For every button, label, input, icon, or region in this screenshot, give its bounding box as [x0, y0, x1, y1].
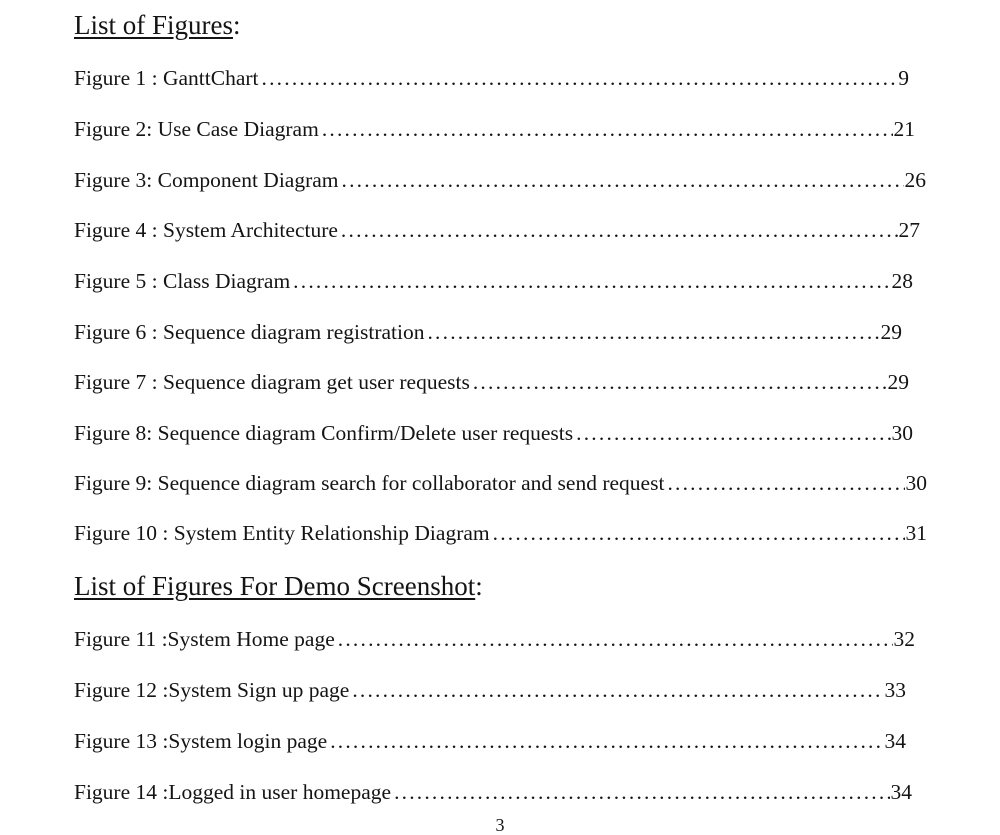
figure-page: 33 [884, 678, 906, 702]
dot-leader [427, 319, 879, 345]
figure-entry-6[interactable] [74, 319, 902, 345]
figure-label: Figure 4 : System Architecture [74, 218, 338, 242]
figure-entry-3[interactable] [74, 167, 926, 193]
figure-page: 27 [898, 218, 920, 242]
figure-entry-5[interactable] [74, 268, 913, 294]
list-of-figures-demo-heading [74, 573, 483, 600]
dot-leader [394, 779, 889, 805]
figure-entry-13[interactable] [74, 728, 906, 754]
figure-label: Figure 11 :System Home page [74, 627, 335, 651]
figure-entry-9[interactable] [74, 470, 927, 496]
figure-page: 34 [890, 780, 912, 804]
heading-title: List of Figures [74, 10, 233, 40]
figure-entry-12[interactable] [74, 677, 906, 703]
dot-leader [330, 728, 883, 754]
figure-entry-14[interactable] [74, 779, 912, 805]
dot-leader [473, 369, 887, 395]
figure-label: Figure 9: Sequence diagram search for collaborator and send request [74, 471, 665, 495]
figure-entry-10[interactable] [74, 520, 927, 546]
dot-leader [338, 626, 893, 652]
figure-page: 31 [905, 521, 927, 545]
dot-leader [667, 470, 904, 496]
dot-leader [352, 677, 883, 703]
dot-leader [341, 217, 898, 243]
figure-entry-7[interactable] [74, 369, 909, 395]
figure-page: 21 [893, 117, 915, 141]
figure-label: Figure 5 : Class Diagram [74, 269, 291, 293]
figure-page: 29 [887, 370, 909, 394]
figure-entry-11[interactable] [74, 626, 915, 652]
figure-page: 30 [891, 421, 913, 445]
figure-entry-1[interactable] [74, 65, 909, 91]
dot-leader [576, 420, 890, 446]
figure-label: Figure 7 : Sequence diagram get user requests [74, 370, 470, 394]
dot-leader [493, 520, 905, 546]
figure-label: Figure 6 : Sequence diagram registration [74, 320, 425, 344]
dot-leader [322, 116, 893, 142]
figure-label: Figure 2: Use Case Diagram [74, 117, 319, 141]
figure-label: Figure 12 :System Sign up page [74, 678, 350, 702]
figure-entry-8[interactable] [74, 420, 913, 446]
figure-page: 34 [884, 729, 906, 753]
heading-suffix: : [475, 571, 483, 601]
figure-page: 9 [898, 66, 909, 90]
list-of-figures-heading [74, 12, 241, 39]
figure-entry-4[interactable] [74, 217, 920, 243]
figure-page: 30 [905, 471, 927, 495]
figure-label: Figure 10 : System Entity Relationship Diagram [74, 521, 490, 545]
heading-suffix: : [233, 10, 241, 40]
figure-label: Figure 8: Sequence diagram Confirm/Delete user requests [74, 421, 574, 445]
figure-entry-2[interactable] [74, 116, 915, 142]
figure-label: Figure 1 : GanttChart [74, 66, 259, 90]
figure-label: Figure 14 :Logged in user homepage [74, 780, 392, 804]
dot-leader [342, 167, 904, 193]
dot-leader [262, 65, 898, 91]
page-number: 3 [495, 815, 505, 835]
dot-leader [293, 268, 890, 294]
figure-label: Figure 3: Component Diagram [74, 168, 339, 192]
figure-page: 29 [880, 320, 902, 344]
figure-label: Figure 13 :System login page [74, 729, 328, 753]
figure-page: 28 [891, 269, 913, 293]
figure-page: 26 [904, 168, 926, 192]
heading-title: List of Figures For Demo Screenshot [74, 571, 476, 601]
figure-page: 32 [893, 627, 915, 651]
